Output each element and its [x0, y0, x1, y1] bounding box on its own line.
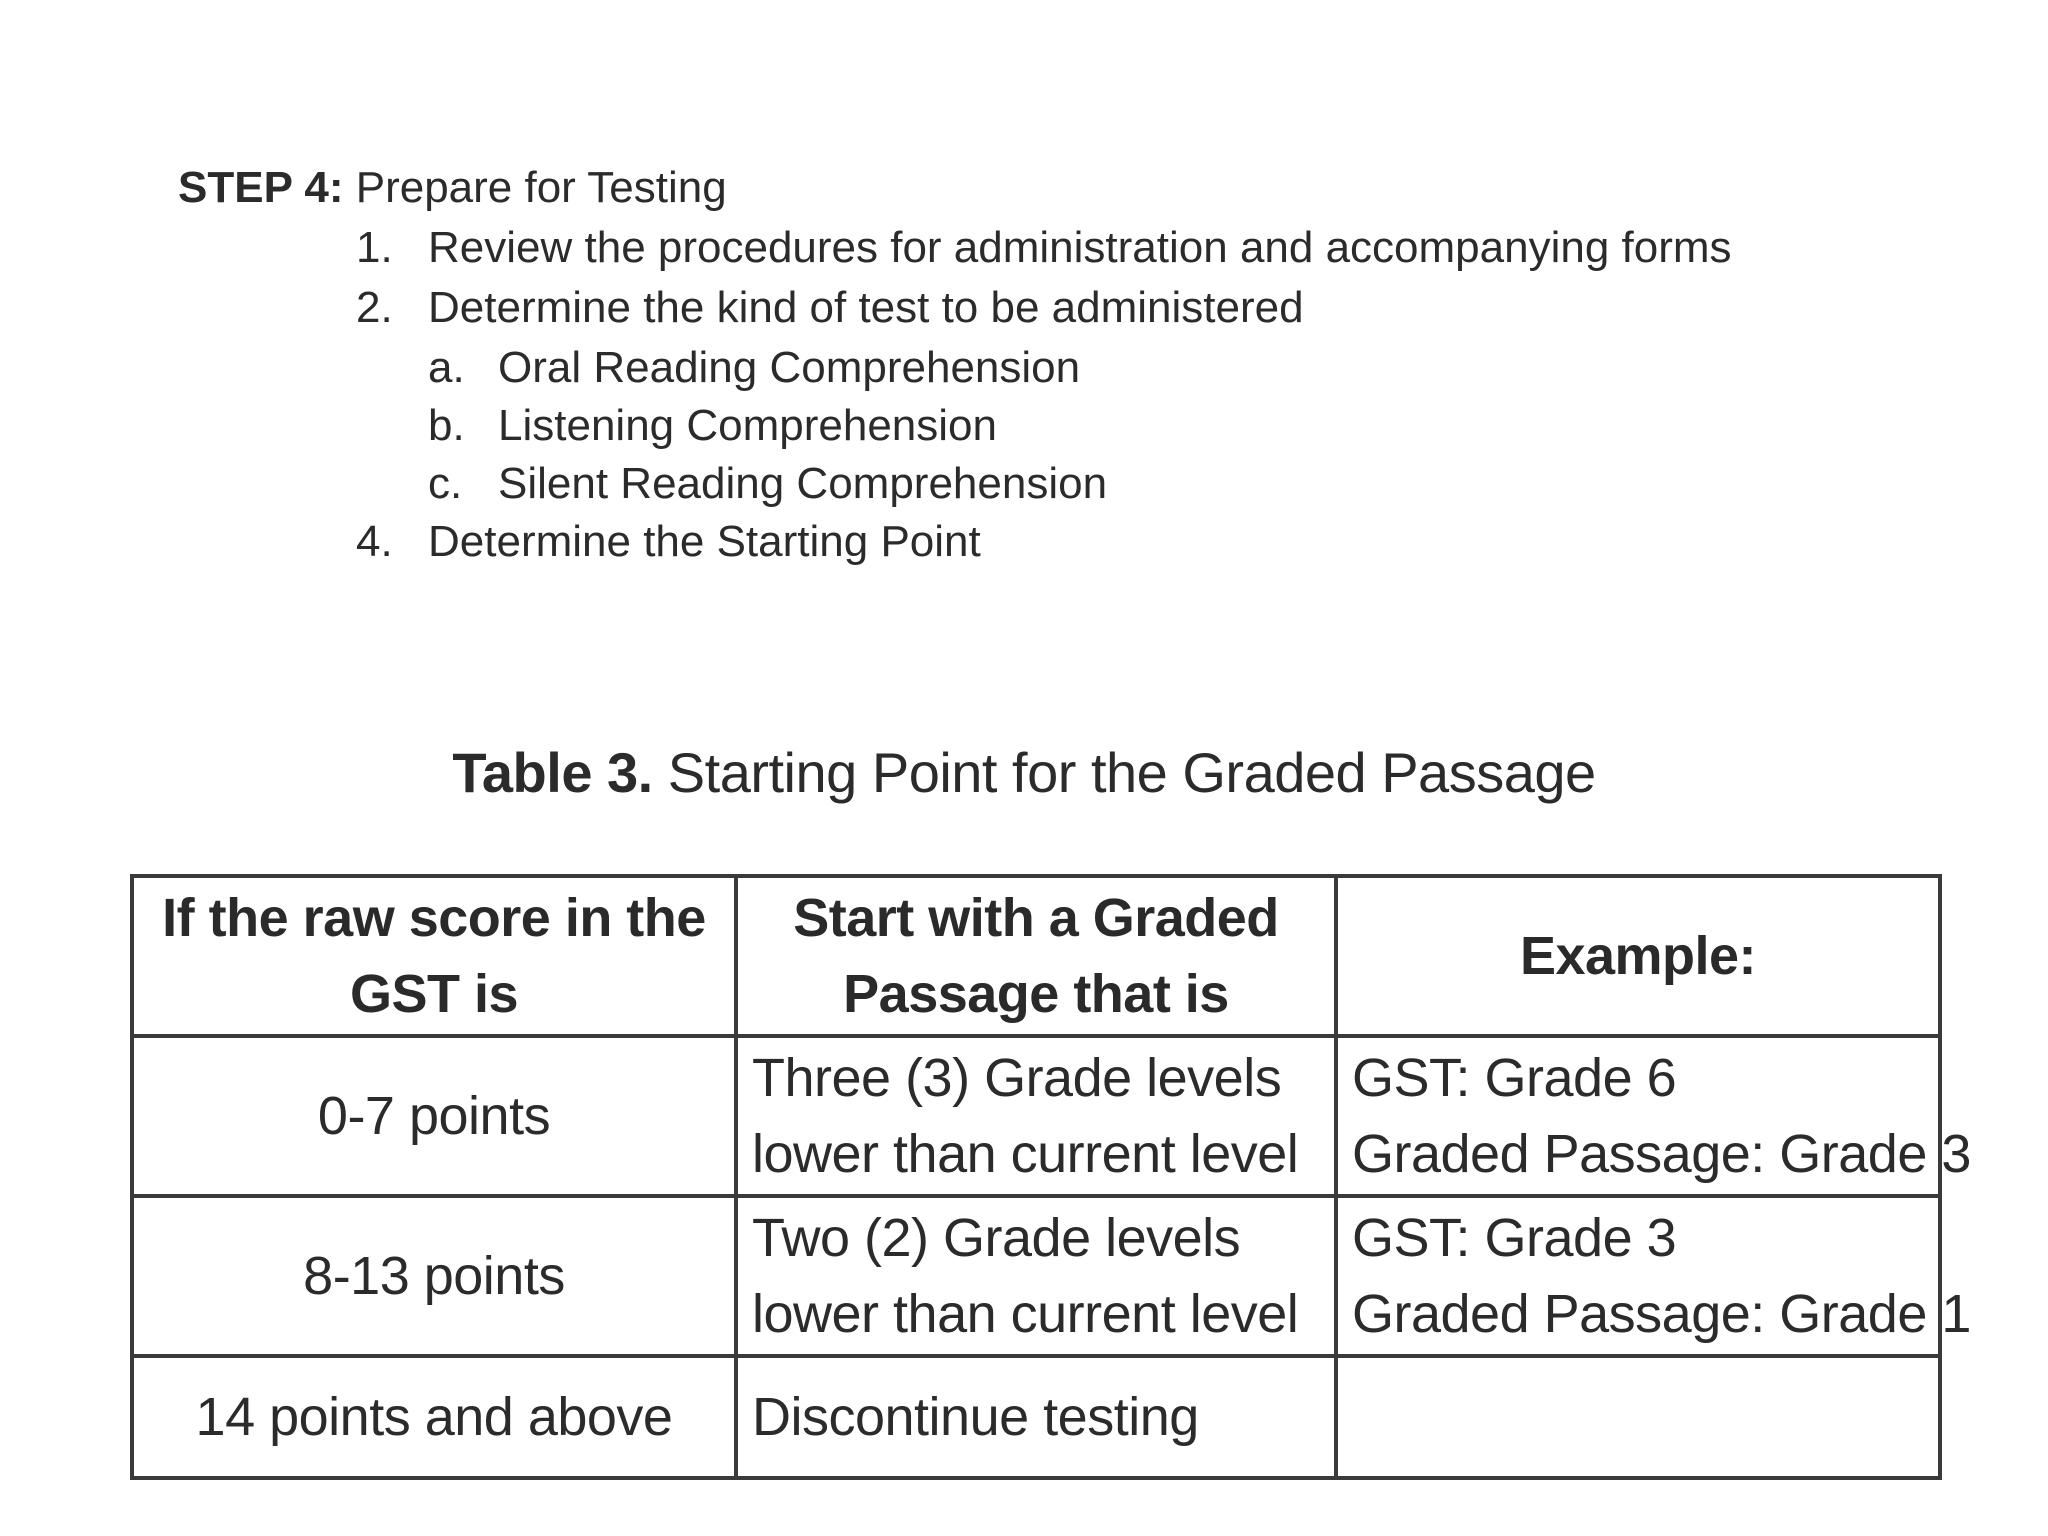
sub-list-item [178, 338, 1878, 396]
table-row [132, 1036, 1940, 1196]
score-cell: 14 points and above [132, 1356, 736, 1478]
header-example [1336, 876, 1940, 1036]
example-cell [1336, 1036, 1971, 1196]
cell-line: GST: Grade 6 [1352, 1048, 1677, 1108]
list-item [178, 218, 1878, 278]
table-caption-text: Starting Point for the Graded Passage [667, 741, 1596, 804]
list-marker: c. [428, 459, 463, 508]
score-cell: 0-7 points [132, 1036, 736, 1196]
passage-cell [736, 1196, 1336, 1356]
cell-line: Graded Passage: Grade 3 [1352, 1124, 1971, 1184]
list-item [178, 278, 1878, 338]
cell-line: Three (3) Grade levels [752, 1048, 1282, 1108]
cell-line: Two (2) Grade levels [752, 1208, 1241, 1268]
example-cell-empty [1336, 1356, 1940, 1478]
step-label: STEP 4: [178, 163, 344, 212]
table-caption-label: Table 3. [452, 741, 653, 804]
example-cell [1336, 1196, 1971, 1356]
sub-list-item [178, 454, 1878, 512]
list-marker: 2. [356, 283, 393, 332]
cell-line: GST: Grade 3 [1352, 1208, 1677, 1268]
list-item-text: Determine the kind of test to be administered [428, 283, 1304, 332]
list-item-text: Determine the Starting Point [428, 517, 981, 566]
list-marker: 4. [356, 517, 393, 566]
step-section [178, 158, 1878, 572]
list-item [178, 512, 1878, 572]
header-raw-score [132, 876, 736, 1036]
header-line: Passage that is [843, 964, 1229, 1024]
step-heading [178, 158, 1878, 218]
table-header-row [132, 876, 1940, 1036]
list-item-text: Oral Reading Comprehension [498, 343, 1081, 392]
table-row [132, 1356, 1940, 1478]
cell-line: Graded Passage: Grade 1 [1352, 1284, 1971, 1344]
score-cell: 8-13 points [132, 1196, 736, 1356]
passage-cell [736, 1356, 1336, 1478]
step-title: Prepare for Testing [355, 163, 727, 212]
list-marker: b. [428, 401, 465, 450]
sub-list-item [178, 396, 1878, 454]
table-row [132, 1196, 1940, 1356]
list-item-text: Listening Comprehension [498, 401, 997, 450]
cell-line: lower than current level [752, 1124, 1299, 1184]
starting-point-table [130, 874, 1971, 1480]
cell-line: lower than current level [752, 1284, 1299, 1344]
cell-line: Discontinue testing [752, 1387, 1199, 1447]
header-line: If the raw score in the [162, 888, 706, 948]
header-line: Example: [1519, 926, 1757, 986]
header-graded-passage [736, 876, 1336, 1036]
header-line: Start with a Graded [793, 888, 1279, 948]
table-caption [0, 738, 2048, 808]
header-line: GST is [349, 964, 519, 1024]
list-marker: a. [428, 343, 465, 392]
passage-cell [736, 1036, 1336, 1196]
list-item-text: Silent Reading Comprehension [498, 459, 1108, 508]
list-marker: 1. [356, 223, 393, 272]
list-item-text: Review the procedures for administration and accompanying forms [428, 223, 1732, 272]
